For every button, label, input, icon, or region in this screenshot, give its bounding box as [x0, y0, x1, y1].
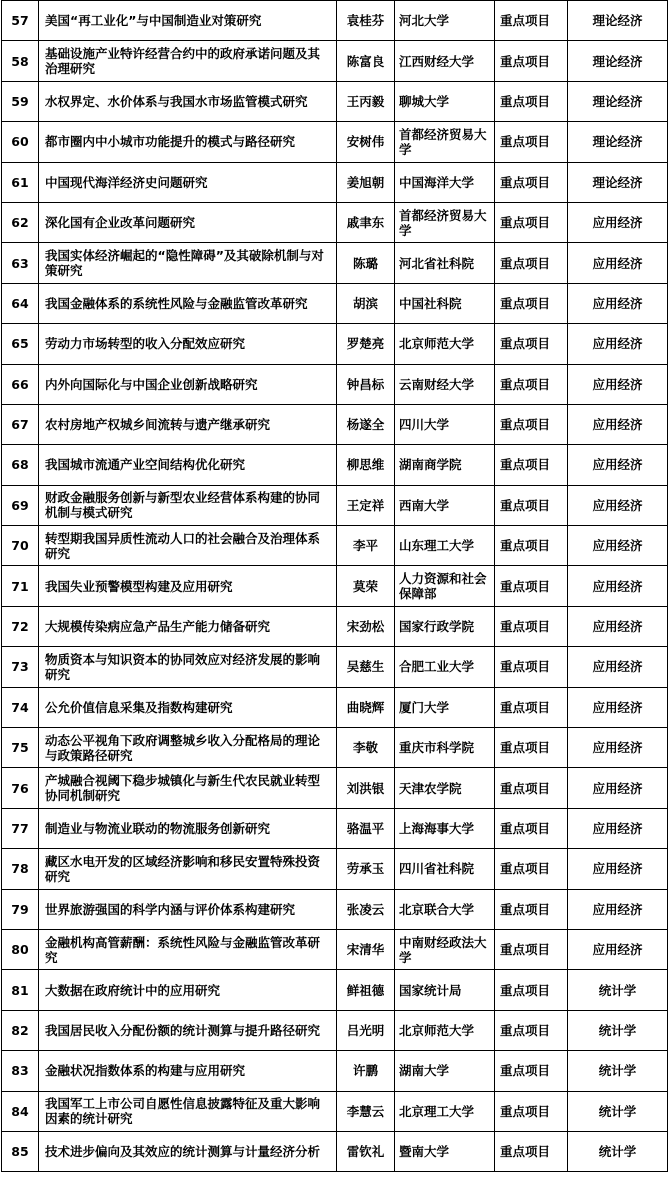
project-category: 重点项目: [495, 1051, 568, 1091]
principal-investigator: 雷钦礼: [337, 1131, 395, 1171]
project-category: 重点项目: [495, 162, 568, 202]
project-category: 重点项目: [495, 687, 568, 727]
discipline: 应用经济: [568, 687, 668, 727]
table-row: [2, 849, 668, 889]
project-category: 重点项目: [495, 122, 568, 162]
discipline: 应用经济: [568, 768, 668, 808]
project-title: 深化国有企业改革问题研究: [39, 202, 337, 242]
institution: 河北省社科院: [395, 243, 495, 283]
row-number: 74: [2, 687, 39, 727]
row-number: 83: [2, 1051, 39, 1091]
table-row: [2, 1091, 668, 1131]
project-category: 重点项目: [495, 768, 568, 808]
project-category: 重点项目: [495, 485, 568, 525]
project-title: 农村房地产权城乡间流转与遗产继承研究: [39, 404, 337, 444]
discipline: 应用经济: [568, 606, 668, 646]
row-number: 81: [2, 970, 39, 1010]
principal-investigator: 戚聿东: [337, 202, 395, 242]
discipline: 理论经济: [568, 162, 668, 202]
table-row: [2, 526, 668, 566]
project-category: 重点项目: [495, 808, 568, 848]
row-number: 73: [2, 647, 39, 687]
discipline: 应用经济: [568, 364, 668, 404]
institution: 中国社科院: [395, 283, 495, 323]
project-title: 技术进步偏向及其效应的统计测算与计量经济分析: [39, 1131, 337, 1171]
row-number: 76: [2, 768, 39, 808]
discipline: 应用经济: [568, 647, 668, 687]
discipline: 统计学: [568, 1051, 668, 1091]
institution: 国家行政学院: [395, 606, 495, 646]
institution: 中南财经政法大学: [395, 929, 495, 969]
principal-investigator: 劳承玉: [337, 849, 395, 889]
discipline: 应用经济: [568, 485, 668, 525]
discipline: 应用经济: [568, 404, 668, 444]
institution: 国家统计局: [395, 970, 495, 1010]
discipline: 应用经济: [568, 808, 668, 848]
row-number: 68: [2, 445, 39, 485]
row-number: 58: [2, 41, 39, 81]
discipline: 理论经济: [568, 122, 668, 162]
row-number: 75: [2, 728, 39, 768]
project-category: 重点项目: [495, 728, 568, 768]
discipline: 应用经济: [568, 929, 668, 969]
table-row: [2, 404, 668, 444]
project-title: 基础设施产业特许经营合约中的政府承诺问题及其治理研究: [39, 41, 337, 81]
discipline: 理论经济: [568, 81, 668, 121]
principal-investigator: 李平: [337, 526, 395, 566]
project-title: 大数据在政府统计中的应用研究: [39, 970, 337, 1010]
row-number: 57: [2, 1, 39, 41]
table-row: [2, 445, 668, 485]
discipline: 统计学: [568, 1131, 668, 1171]
project-title: 公允价值信息采集及指数构建研究: [39, 687, 337, 727]
project-title: 金融状况指数体系的构建与应用研究: [39, 1051, 337, 1091]
project-title: 制造业与物流业联动的物流服务创新研究: [39, 808, 337, 848]
project-title: 我国军工上市公司自愿性信息披露特征及重大影响因素的统计研究: [39, 1091, 337, 1131]
principal-investigator: 莫荣: [337, 566, 395, 606]
row-number: 77: [2, 808, 39, 848]
project-category: 重点项目: [495, 81, 568, 121]
project-title: 动态公平视角下政府调整城乡收入分配格局的理论与政策路径研究: [39, 728, 337, 768]
institution: 暨南大学: [395, 1131, 495, 1171]
project-title: 世界旅游强国的科学内涵与评价体系构建研究: [39, 889, 337, 929]
project-category: 重点项目: [495, 889, 568, 929]
project-title: 物质资本与知识资本的协同效应对经济发展的影响研究: [39, 647, 337, 687]
discipline: 应用经济: [568, 243, 668, 283]
project-title: 大规模传染病应急产品生产能力储备研究: [39, 606, 337, 646]
principal-investigator: 宋劲松: [337, 606, 395, 646]
project-category: 重点项目: [495, 970, 568, 1010]
project-title: 藏区水电开发的区域经济影响和移民安置特殊投资研究: [39, 849, 337, 889]
table-row: [2, 324, 668, 364]
table-row: [2, 485, 668, 525]
discipline: 理论经济: [568, 41, 668, 81]
principal-investigator: 钟昌标: [337, 364, 395, 404]
project-category: 重点项目: [495, 243, 568, 283]
table-row: [2, 162, 668, 202]
project-category: 重点项目: [495, 41, 568, 81]
project-category: 重点项目: [495, 526, 568, 566]
project-category: 重点项目: [495, 283, 568, 323]
project-title: 我国实体经济崛起的“隐性障碍”及其破除机制与对策研究: [39, 243, 337, 283]
principal-investigator: 吴慈生: [337, 647, 395, 687]
row-number: 85: [2, 1131, 39, 1171]
table-row: [2, 1051, 668, 1091]
discipline: 应用经济: [568, 889, 668, 929]
principal-investigator: 宋清华: [337, 929, 395, 969]
row-number: 79: [2, 889, 39, 929]
principal-investigator: 罗楚亮: [337, 324, 395, 364]
institution: 湖南商学院: [395, 445, 495, 485]
project-title: 美国“再工业化”与中国制造业对策研究: [39, 1, 337, 41]
project-category: 重点项目: [495, 324, 568, 364]
institution: 厦门大学: [395, 687, 495, 727]
project-category: 重点项目: [495, 606, 568, 646]
discipline: 应用经济: [568, 526, 668, 566]
institution: 北京师范大学: [395, 324, 495, 364]
table-row: [2, 687, 668, 727]
principal-investigator: 陈富良: [337, 41, 395, 81]
institution: 西南大学: [395, 485, 495, 525]
row-number: 78: [2, 849, 39, 889]
institution: 首都经济贸易大学: [395, 122, 495, 162]
principal-investigator: 杨遂全: [337, 404, 395, 444]
discipline: 应用经济: [568, 849, 668, 889]
principal-investigator: 陈璐: [337, 243, 395, 283]
principal-investigator: 袁桂芬: [337, 1, 395, 41]
table-row: [2, 41, 668, 81]
project-category: 重点项目: [495, 445, 568, 485]
project-title: 我国金融体系的系统性风险与金融监管改革研究: [39, 283, 337, 323]
project-category: 重点项目: [495, 647, 568, 687]
institution: 人力资源和社会保障部: [395, 566, 495, 606]
institution: 首都经济贸易大学: [395, 202, 495, 242]
institution: 聊城大学: [395, 81, 495, 121]
table-row: [2, 283, 668, 323]
row-number: 63: [2, 243, 39, 283]
institution: 中国海洋大学: [395, 162, 495, 202]
project-title: 产城融合视阈下稳步城镇化与新生代农民就业转型协同机制研究: [39, 768, 337, 808]
institution: 合肥工业大学: [395, 647, 495, 687]
table-row: [2, 566, 668, 606]
project-category: 重点项目: [495, 1131, 568, 1171]
principal-investigator: 胡滨: [337, 283, 395, 323]
discipline: 统计学: [568, 1010, 668, 1050]
table-row: [2, 1010, 668, 1050]
table-row: [2, 243, 668, 283]
table-row: [2, 1, 668, 41]
table-row: [2, 728, 668, 768]
table-row: [2, 81, 668, 121]
institution: 北京理工大学: [395, 1091, 495, 1131]
institution: 山东理工大学: [395, 526, 495, 566]
institution: 云南财经大学: [395, 364, 495, 404]
principal-investigator: 李慧云: [337, 1091, 395, 1131]
institution: 北京师范大学: [395, 1010, 495, 1050]
row-number: 60: [2, 122, 39, 162]
project-category: 重点项目: [495, 202, 568, 242]
institution: 四川省社科院: [395, 849, 495, 889]
project-title: 我国城市流通产业空间结构优化研究: [39, 445, 337, 485]
project-category: 重点项目: [495, 404, 568, 444]
project-title: 我国失业预警模型构建及应用研究: [39, 566, 337, 606]
principal-investigator: 安树伟: [337, 122, 395, 162]
principal-investigator: 刘洪银: [337, 768, 395, 808]
institution: 四川大学: [395, 404, 495, 444]
institution: 天津农学院: [395, 768, 495, 808]
principal-investigator: 柳思维: [337, 445, 395, 485]
table-row: [2, 929, 668, 969]
project-table: [1, 0, 668, 1172]
project-title: 金融机构高管薪酬：系统性风险与金融监管改革研究: [39, 929, 337, 969]
principal-investigator: 曲晓辉: [337, 687, 395, 727]
principal-investigator: 王丙毅: [337, 81, 395, 121]
principal-investigator: 王定祥: [337, 485, 395, 525]
discipline: 应用经济: [568, 283, 668, 323]
table-body: [2, 1, 668, 1172]
row-number: 70: [2, 526, 39, 566]
row-number: 71: [2, 566, 39, 606]
project-category: 重点项目: [495, 364, 568, 404]
row-number: 66: [2, 364, 39, 404]
project-title: 水权界定、水价体系与我国水市场监管模式研究: [39, 81, 337, 121]
discipline: 应用经济: [568, 202, 668, 242]
table-row: [2, 768, 668, 808]
table-row: [2, 1131, 668, 1171]
row-number: 61: [2, 162, 39, 202]
project-title: 劳动力市场转型的收入分配效应研究: [39, 324, 337, 364]
table-row: [2, 202, 668, 242]
institution: 重庆市科学院: [395, 728, 495, 768]
row-number: 84: [2, 1091, 39, 1131]
table-row: [2, 647, 668, 687]
table-row: [2, 808, 668, 848]
institution: 河北大学: [395, 1, 495, 41]
principal-investigator: 许鹏: [337, 1051, 395, 1091]
row-number: 67: [2, 404, 39, 444]
project-title: 财政金融服务创新与新型农业经营体系构建的协同机制与模式研究: [39, 485, 337, 525]
project-title: 中国现代海洋经济史问题研究: [39, 162, 337, 202]
institution: 北京联合大学: [395, 889, 495, 929]
row-number: 69: [2, 485, 39, 525]
principal-investigator: 骆温平: [337, 808, 395, 848]
project-category: 重点项目: [495, 929, 568, 969]
project-category: 重点项目: [495, 1091, 568, 1131]
row-number: 64: [2, 283, 39, 323]
discipline: 应用经济: [568, 324, 668, 364]
discipline: 应用经济: [568, 445, 668, 485]
discipline: 统计学: [568, 1091, 668, 1131]
project-title: 都市圈内中小城市功能提升的模式与路径研究: [39, 122, 337, 162]
table-row: [2, 970, 668, 1010]
principal-investigator: 鲜祖德: [337, 970, 395, 1010]
row-number: 72: [2, 606, 39, 646]
project-title: 内外向国际化与中国企业创新战略研究: [39, 364, 337, 404]
principal-investigator: 姜旭朝: [337, 162, 395, 202]
project-title: 我国居民收入分配份额的统计测算与提升路径研究: [39, 1010, 337, 1050]
table-row: [2, 364, 668, 404]
row-number: 65: [2, 324, 39, 364]
discipline: 理论经济: [568, 1, 668, 41]
project-category: 重点项目: [495, 1010, 568, 1050]
institution: 湖南大学: [395, 1051, 495, 1091]
principal-investigator: 李敬: [337, 728, 395, 768]
table-row: [2, 122, 668, 162]
table-row: [2, 606, 668, 646]
discipline: 应用经济: [568, 566, 668, 606]
row-number: 59: [2, 81, 39, 121]
institution: 江西财经大学: [395, 41, 495, 81]
discipline: 统计学: [568, 970, 668, 1010]
principal-investigator: 吕光明: [337, 1010, 395, 1050]
table-row: [2, 889, 668, 929]
principal-investigator: 张凌云: [337, 889, 395, 929]
project-category: 重点项目: [495, 849, 568, 889]
row-number: 80: [2, 929, 39, 969]
institution: 上海海事大学: [395, 808, 495, 848]
row-number: 82: [2, 1010, 39, 1050]
project-category: 重点项目: [495, 1, 568, 41]
project-category: 重点项目: [495, 566, 568, 606]
row-number: 62: [2, 202, 39, 242]
project-title: 转型期我国异质性流动人口的社会融合及治理体系研究: [39, 526, 337, 566]
discipline: 应用经济: [568, 728, 668, 768]
